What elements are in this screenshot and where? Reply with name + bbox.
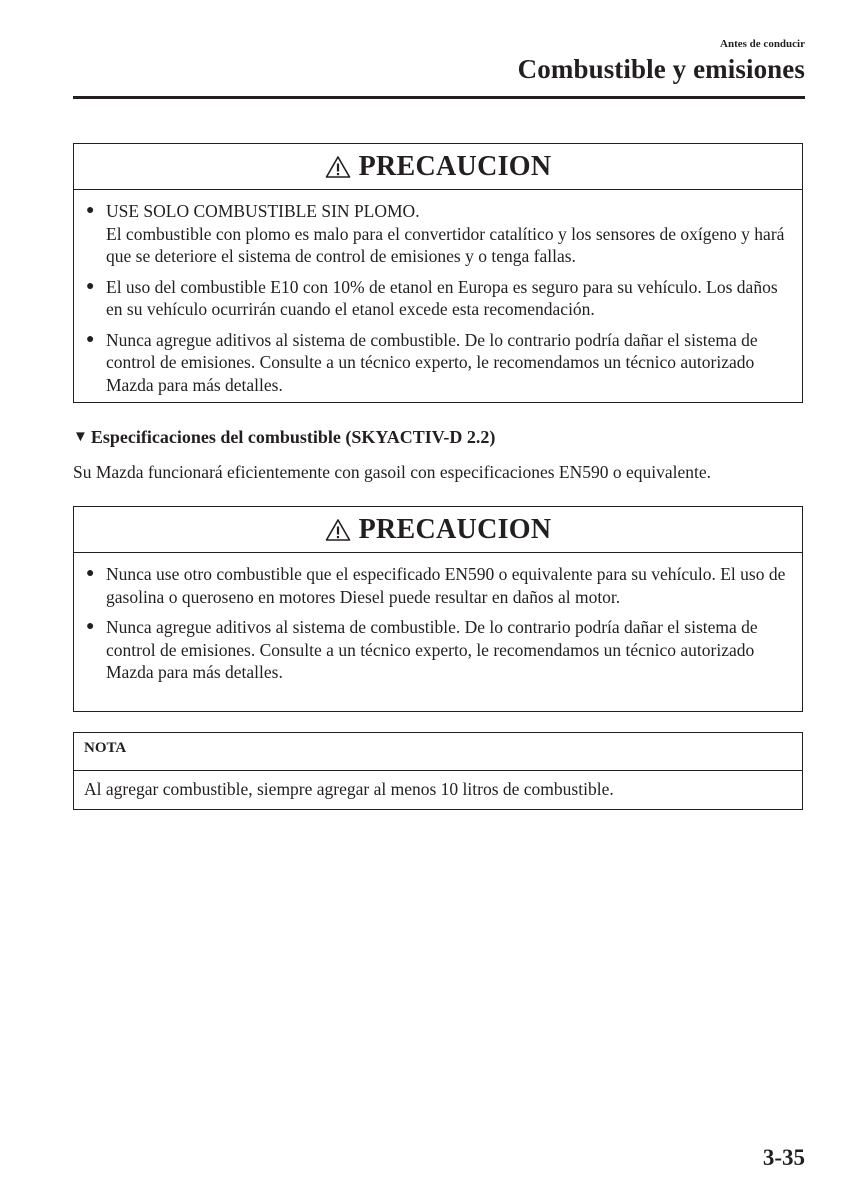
bullet-icon: ● <box>86 331 95 347</box>
item-text: Nunca use otro combustible que el especificado EN590 o equivalente para su vehículo. El uso de gasolina o queroseno en motores Diesel puede resultar en daños al motor. <box>106 564 786 607</box>
list-item <box>86 616 792 684</box>
spec-paragraph: Su Mazda funcionará eficientemente con gasoil con especificaciones EN590 o equivalente. <box>73 462 712 482</box>
page-title: Combustible y emisiones <box>517 54 805 84</box>
bullet-icon: ● <box>86 203 95 218</box>
caution-title: PRECAUCION <box>358 513 552 545</box>
caution-box-2 <box>73 506 803 712</box>
page-number: 3-35 <box>762 1145 805 1170</box>
triangle-down-icon: ▼ <box>73 429 88 445</box>
warning-icon <box>325 155 351 179</box>
item-text: Nunca agregue aditivos al sistema de combustible. De lo contrario podría dañar el sistema de control de emisiones. Consulte a un técnico experto, le recomendamos un técnico autorizado Mazda para más detalles. <box>106 617 758 682</box>
note-title: NOTA <box>74 733 802 771</box>
warning-icon <box>325 518 351 542</box>
section-heading <box>73 427 495 448</box>
item-text: USE SOLO COMBUSTIBLE SIN PLOMO. <box>106 201 420 221</box>
bullet-icon: ● <box>86 619 95 634</box>
bullet-icon: ● <box>86 278 95 294</box>
caution-header <box>74 144 802 190</box>
list-item <box>86 276 792 321</box>
note-box <box>73 732 803 810</box>
note-text: Al agregar combustible, siempre agregar al menos 10 litros de combustible. <box>84 779 614 799</box>
caution-title: PRECAUCION <box>358 150 552 182</box>
header-rule <box>73 96 805 99</box>
section-heading-text: Especificaciones del combustible (SKYACTIV-D 2.2) <box>90 427 496 447</box>
section-label: Antes de conducir <box>720 38 805 50</box>
bullet-icon: ● <box>86 566 95 581</box>
list-item <box>86 200 792 268</box>
caution-header <box>74 507 802 553</box>
item-text: El uso del combustible E10 con 10% de etanol en Europa es seguro para su vehículo. Los daños en su vehículo ocurrirán cuando el etanol excede esta recomendación. <box>106 276 778 319</box>
item-text: El combustible con plomo es malo para el convertidor catalítico y los sensores de oxígeno y hará que se deteriore el sistema de control de emisiones y o tenga fallas. <box>106 223 785 266</box>
list-item <box>86 563 792 608</box>
item-text: Nunca agregue aditivos al sistema de combustible. De lo contrario podría dañar el sistema de control de emisiones. Consulte a un técnico experto, le recomendamos un técnico autorizado Mazda para más detalles. <box>106 329 758 395</box>
list-item <box>86 329 792 397</box>
caution-box-1 <box>73 143 803 403</box>
